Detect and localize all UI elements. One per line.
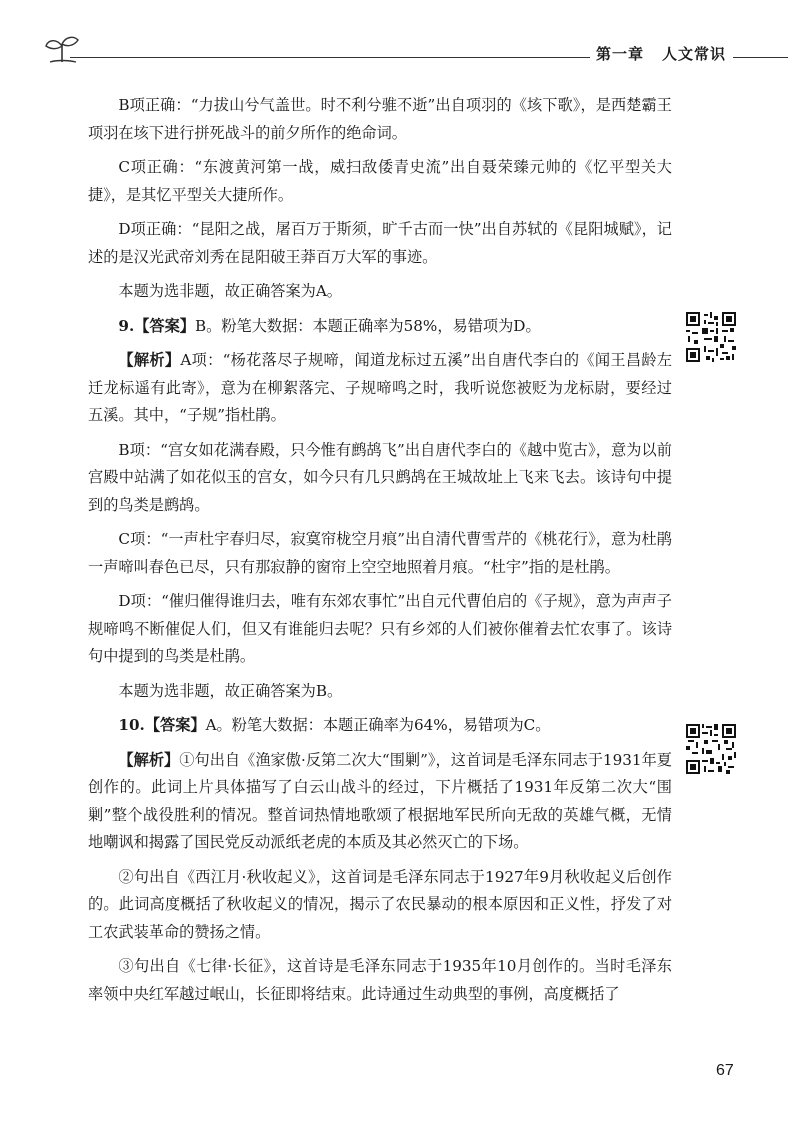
analysis-paragraph: 【解析】①句出自《渔家傲·反第二次大“围剿”》，这首词是毛泽东同志于1931年夏创作的。此词上片具体描写了白云山战斗的经过，下片概括了1931年反第二次大“围剿”整个战役胜利的情况。整首词热情地歌颂了根据地军民所向无敌的英雄气概，无情地嘲讽和揭露了国民党反动派纸老虎的本质及其必然灭亡的下场。 <box>88 750 672 851</box>
header-rule-left <box>70 57 590 58</box>
analysis-tag: 【解析】 <box>118 351 181 369</box>
sprout-logo-icon <box>42 32 82 68</box>
page-number: 67 <box>716 1062 734 1079</box>
answer-tag: 9.【答案】 <box>118 316 195 335</box>
answer-paragraph: 10.【答案】A。粉笔大数据：本题正确率为64%，易错项为C。 <box>118 716 551 734</box>
analysis-tag: 【解析】 <box>118 750 180 769</box>
running-header <box>596 43 726 64</box>
paragraph: D项：“催归催得谁归去，唯有东郊农事忙”出自元代曹伯启的《子规》，意为声声子规啼鸣不断催促人们，但又有谁能归去呢？只有乡郊的人们被你催着去忙农事了。该诗句中提到的鸟类是杜鹃。 <box>88 592 672 665</box>
chapter-number: 第一章 <box>596 45 645 63</box>
paragraph: 本题为选非题，故正确答案为B。 <box>118 681 343 700</box>
answer-paragraph: 9.【答案】B。粉笔大数据：本题正确率为58%，易错项为D。 <box>118 316 541 335</box>
answer-tag: 10.【答案】 <box>118 716 206 734</box>
answer-explanation-body <box>88 92 672 1015</box>
header-rule-right <box>733 57 788 58</box>
paragraph: B项正确：“力拔山兮气盖世。时不利兮骓不逝”出自项羽的《垓下歌》，是西楚霸王项羽在垓下进行拼死战斗的前夕所作的绝命词。 <box>88 96 672 142</box>
paragraph: ②句出自《西江月·秋收起义》，这首词是毛泽东同志于1927年9月秋收起义后创作的。此词高度概括了秋收起义的情况，揭示了农民暴动的根本原因和正义性，抒发了对工农武装革命的赞扬之情。 <box>88 867 672 941</box>
paragraph: C项正确：“东渡黄河第一战，威扫敌倭青史流”出自聂荣臻元帅的《忆平型关大捷》，是其忆平型关大捷所作。 <box>88 158 672 204</box>
paragraph: C项：“一声杜宇春归尽，寂寞帘栊空月痕”出自清代曹雪芹的《桃花行》，意为杜鹃一声啼叫春色已尽，只有那寂静的窗帘上空空地照着月痕。“杜宇”指的是杜鹃。 <box>88 530 672 576</box>
paragraph: D项正确：“昆阳之战，屠百万于斯须，旷千古而一快”出自苏轼的《昆阳城赋》，记述的是汉光武帝刘秀在昆阳破王莽百万大军的事迹。 <box>88 220 672 266</box>
qr-code-icon[interactable] <box>686 312 736 362</box>
chapter-title: 人文常识 <box>662 45 727 63</box>
qr-code-icon[interactable] <box>686 724 736 774</box>
analysis-paragraph: 【解析】A项：“杨花落尽子规啼，闻道龙标过五溪”出自唐代李白的《闻王昌龄左迁龙标遥有此寄》，意为在柳絮落完、子规啼鸣之时，我听说您被贬为龙标尉，要经过五溪。其中，“子规”指杜鹃。 <box>88 351 673 424</box>
paragraph: B项：“宫女如花满春殿，只今惟有鹧鸪飞”出自唐代李白的《越中览古》，意为以前宫殿中站满了如花似玉的宫女，如今只有几只鹧鸪在王城故址上飞来飞去。该诗句中提到的鸟类是鹧鸪。 <box>88 440 672 514</box>
paragraph: 本题为选非题，故正确答案为A。 <box>118 282 342 300</box>
paragraph: ③句出自《七律·长征》，这首诗是毛泽东同志于1935年10月创作的。当时毛泽东率领中央红军越过岷山，长征即将结束。此诗通过生动典型的事例，高度概括了 <box>88 957 672 1003</box>
